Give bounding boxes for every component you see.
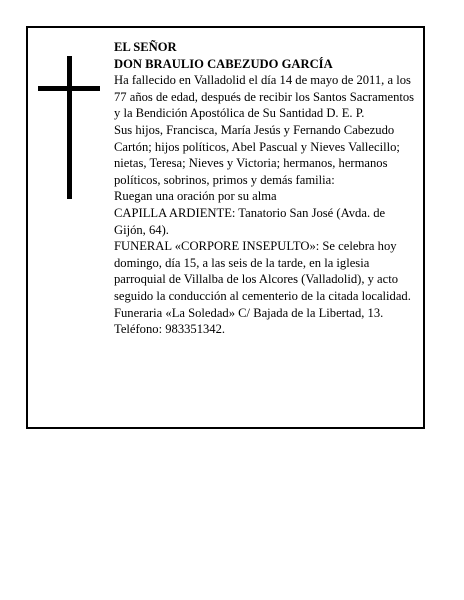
cross-vertical-bar: [67, 56, 72, 199]
prayer-request: Ruegan una oración por su alma: [114, 189, 277, 204]
funeral-chapel: CAPILLA ARDIENTE: Tanatorio San José (Avda. de Gijón, 64).: [114, 205, 386, 237]
deceased-name: DON BRAULIO CABEZUDO GARCÍA: [114, 56, 333, 71]
notice-title: EL SEÑOR: [114, 40, 177, 54]
family-list: Sus hijos, Francisca, María Jesús y Fernando Cabezudo Cartón; hijos políticos, Abel Pascual y Nieves Vallecillo; nietas, Teresa; Nieves y Victoria; hermanos, hermanos políticos, sobrinos, primos y demás familia:: [114, 122, 400, 187]
obituary-notice: [26, 26, 425, 429]
funeral-home: Funeraria «La Soledad» C/ Bajada de la Libertad, 13. Teléfono: 983351342.: [114, 305, 384, 337]
funeral-service: FUNERAL «CORPORE INSEPULTO»: Se celebra hoy domingo, día 15, a las seis de la tarde, en la iglesia parroquial de Villalba de los Alcores (Valladolid), y acto seguido la conducción al cementerio de la citada localidad.: [114, 239, 411, 303]
death-announcement: Ha fallecido en Valladolid el día 14 de mayo de 2011, a los 77 años de edad, después de recibir los Santos Sacramentos y la Bendición Apostólica de Su Santidad D. E. P.: [114, 73, 415, 121]
cross-icon: [38, 56, 100, 199]
cross-horizontal-bar: [38, 86, 100, 91]
notice-text: [114, 39, 420, 338]
